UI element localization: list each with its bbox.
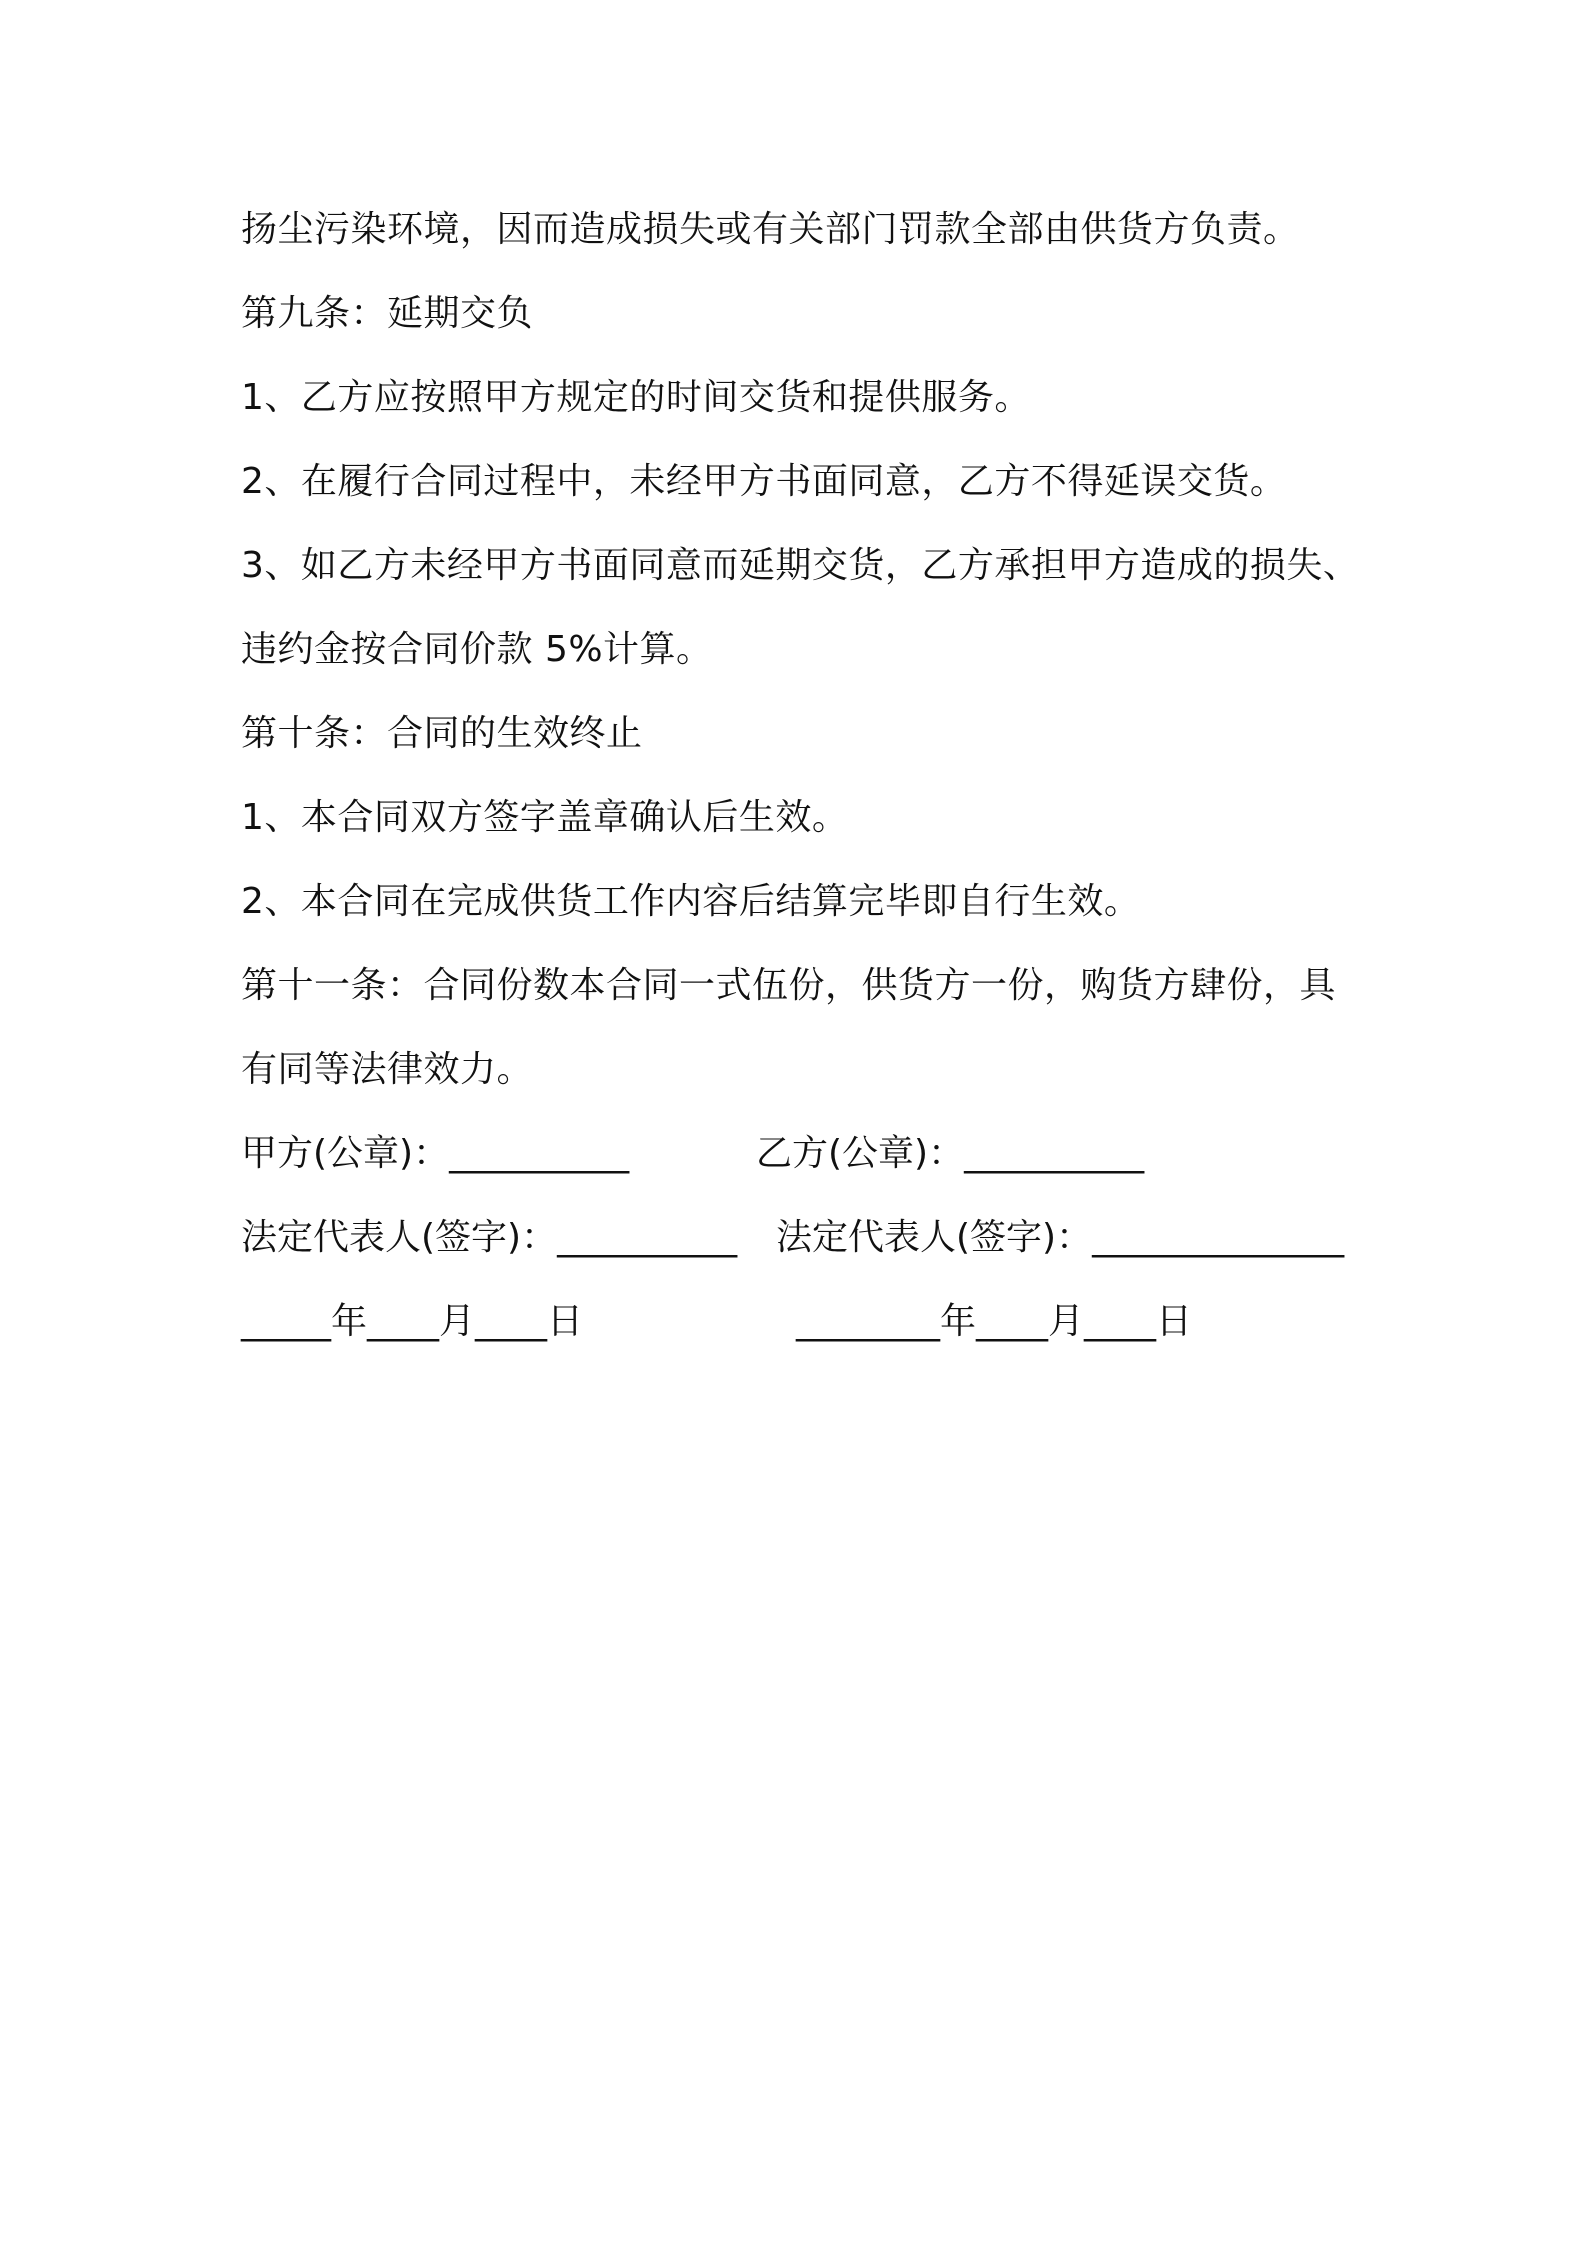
paragraph-line: 1、本合同双方签字盖章确认后生效。 bbox=[241, 797, 849, 838]
paragraph-line: 有同等法律效力。 bbox=[241, 1049, 534, 1090]
paragraph-line: 扬尘污染环境，因而造成损失或有关部门罚款全部由供货方负责。 bbox=[241, 209, 1300, 250]
party-b-date: ________年____月____日 bbox=[796, 1301, 1192, 1342]
article-heading: 第十一条：合同份数本合同一式伍份，供货方一份，购货方肆份，具 bbox=[241, 965, 1337, 1006]
party-a-seal: 甲方(公章)：__________ bbox=[241, 1133, 630, 1174]
paragraph-line: 1、乙方应按照甲方规定的时间交货和提供服务。 bbox=[241, 377, 1031, 418]
signature-date-row bbox=[241, 1300, 1361, 1344]
article-heading: 第十条：合同的生效终止 bbox=[241, 713, 643, 754]
party-a-representative: 法定代表人(签字)：__________ bbox=[241, 1217, 738, 1258]
paragraph-line: 违约金按合同价款 5%计算。 bbox=[241, 629, 713, 670]
party-a-date: _____年____月____日 bbox=[241, 1301, 583, 1342]
article-heading: 第九条：延期交负 bbox=[241, 293, 534, 334]
signature-representative-row bbox=[241, 1216, 1361, 1260]
paragraph-line: 2、本合同在完成供货工作内容后结算完毕即自行生效。 bbox=[241, 881, 1141, 922]
paragraph-line: 2、在履行合同过程中，未经甲方书面同意，乙方不得延误交货。 bbox=[241, 461, 1287, 502]
signature-seal-row bbox=[241, 1132, 1361, 1176]
paragraph-line: 3、如乙方未经甲方书面同意而延期交货，乙方承担甲方造成的损失、 bbox=[241, 545, 1360, 586]
party-b-representative: 法定代表人(签字)：______________ bbox=[776, 1217, 1345, 1258]
party-b-seal: 乙方(公章)：__________ bbox=[756, 1133, 1145, 1174]
